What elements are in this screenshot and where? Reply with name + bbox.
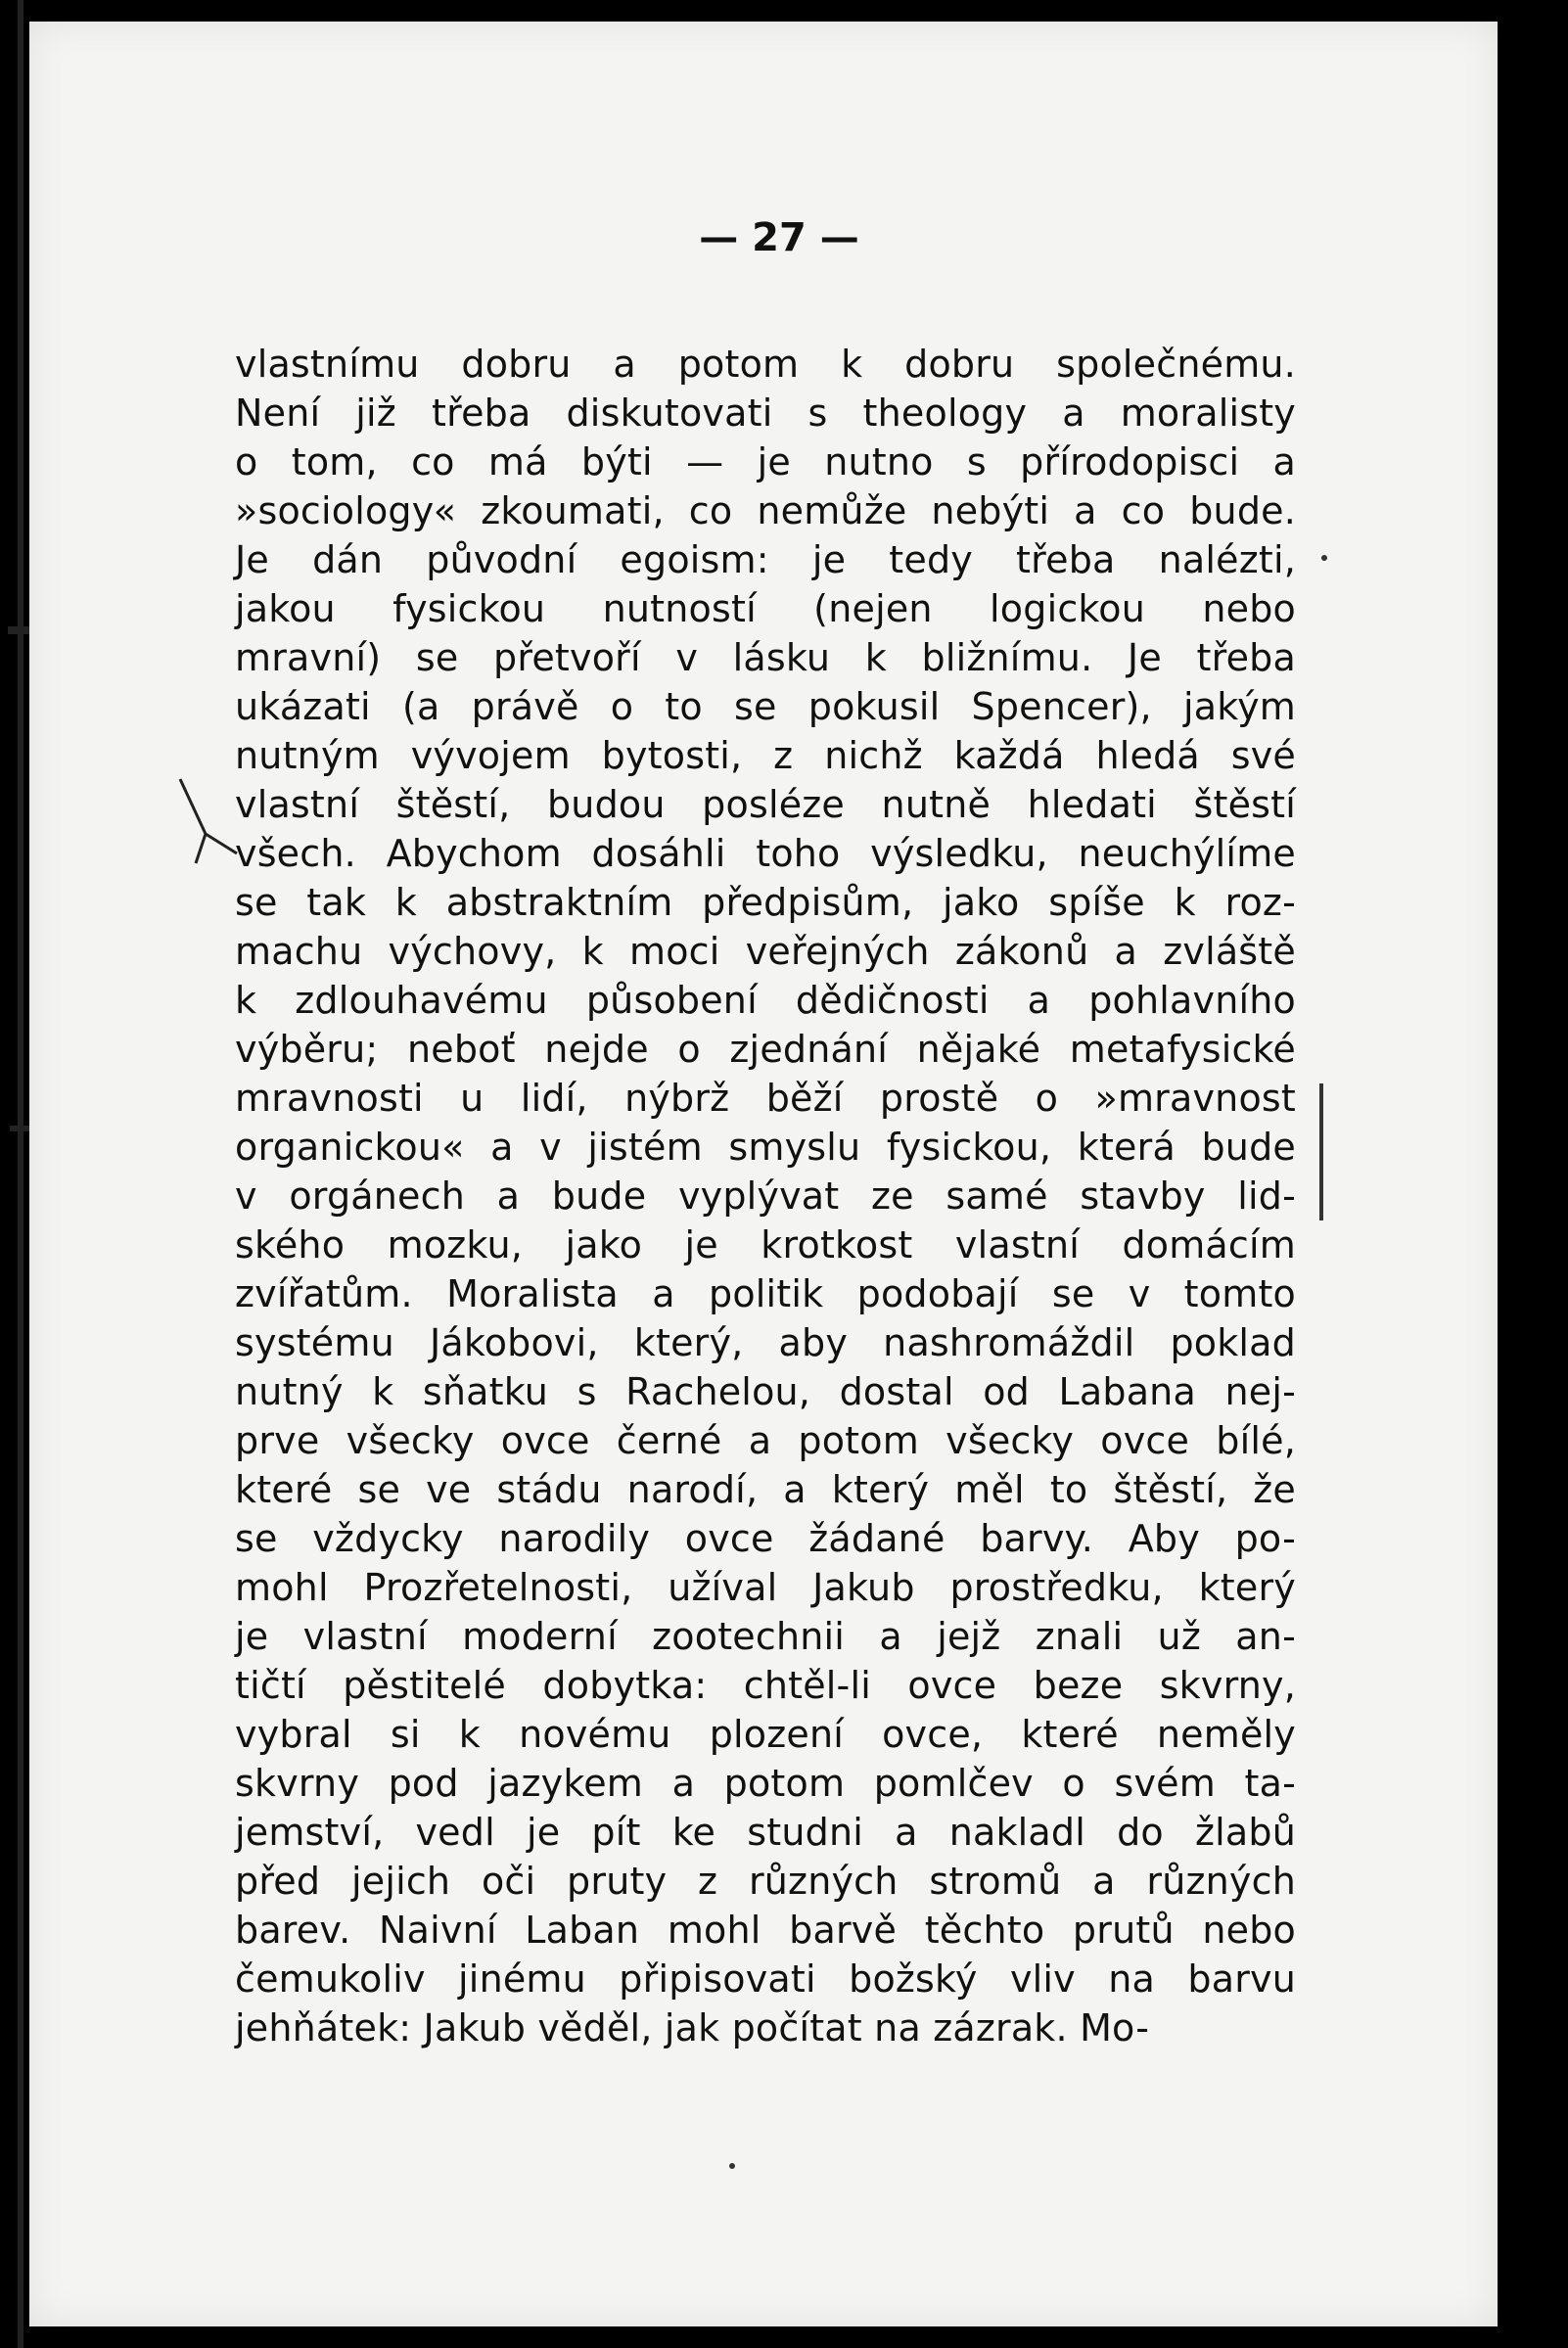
text-line: tičtí pěstitelé dobytka: chtěl-li ovce beze skvrny, bbox=[235, 1664, 1296, 1707]
text-line: »sociology« zkoumati, co nemůže nebýti a co bude. bbox=[235, 489, 1296, 532]
book-page bbox=[29, 22, 1498, 2326]
text-line: mravní) se přetvoří v lásku k bližnímu. Je třeba bbox=[235, 636, 1296, 679]
text-line: o tom, co má býti — je nutno s přírodopisci a bbox=[235, 440, 1296, 483]
text-line: se vždycky narodily ovce žádané barvy. Aby po- bbox=[235, 1517, 1296, 1560]
text-line: se tak k abstraktním předpisům, jako spíše k roz- bbox=[235, 881, 1296, 924]
dust-speck bbox=[1321, 555, 1327, 561]
text-line: mravnosti u lidí, nýbrž běží prostě o »mravnost bbox=[235, 1077, 1296, 1120]
text-line: barev. Naivní Laban mohl barvě těchto prutů nebo bbox=[235, 1909, 1296, 1952]
text-line: nutný k sňatku s Rachelou, dostal od Labana nej- bbox=[235, 1370, 1296, 1413]
text-line: nutným vývojem bytosti, z nichž každá hledá své bbox=[235, 734, 1296, 777]
text-line: všech. Abychom dosáhli toho výsledku, neuchýlíme bbox=[235, 832, 1296, 875]
text-line: mohl Prozřetelnosti, užíval Jakub prostředku, který bbox=[235, 1566, 1296, 1609]
text-line: čemukoliv jinému připisovati božský vliv na barvu bbox=[235, 1957, 1296, 2001]
text-line: Je dán původní egoism: je tedy třeba nalézti, bbox=[235, 538, 1296, 581]
text-line: jemství, vedl je pít ke studni a nakladl do žlabů bbox=[235, 1811, 1296, 1854]
text-line: zvířatům. Moralista a politik podobají se v tomto bbox=[235, 1272, 1296, 1315]
text-line: vlastní štěstí, budou posléze nutně hledati štěstí bbox=[235, 783, 1296, 826]
text-line: v orgánech a bude vyplývat ze samé stavby lid- bbox=[235, 1174, 1296, 1218]
text-line: systému Jákobovi, který, aby nashromáždil poklad bbox=[235, 1321, 1296, 1364]
body-text bbox=[235, 340, 1296, 2052]
text-line: Není již třeba diskutovati s theology a moralisty bbox=[235, 391, 1296, 435]
page-number: — 27 — bbox=[699, 215, 859, 260]
text-line: je vlastní moderní zootechnii a jejž znali už an- bbox=[235, 1615, 1296, 1658]
text-line: prve všecky ovce černé a potom všecky ovce bílé, bbox=[235, 1419, 1296, 1462]
text-line: výběru; neboť nejde o zjednání nějaké metafysické bbox=[235, 1028, 1296, 1071]
text-line: které se ve stádu narodí, a který měl to štěstí, že bbox=[235, 1468, 1296, 1511]
pencil-check-mark-icon bbox=[176, 775, 245, 873]
text-line: organickou« a v jistém smyslu fysickou, která bude bbox=[235, 1126, 1296, 1169]
text-line: před jejich oči pruty z různých stromů a různých bbox=[235, 1860, 1296, 1903]
text-line: k zdlouhavému působení dědičnosti a pohlavního bbox=[235, 979, 1296, 1022]
pencil-margin-line bbox=[1319, 1083, 1323, 1220]
dust-speck bbox=[729, 2163, 735, 2169]
binding-edge-mark bbox=[18, 0, 23, 2348]
text-line: ukázati (a právě o to se pokusil Spencer), jakým bbox=[235, 685, 1296, 728]
text-line: vlastnímu dobru a potom k dobru společnému. bbox=[235, 343, 1296, 386]
text-line: jakou fysickou nutností (nejen logickou nebo bbox=[235, 587, 1296, 630]
text-line: jehňátek: Jakub věděl, jak počítat na zázrak. Mo- bbox=[235, 2006, 1150, 2049]
text-line: machu výchovy, k moci veřejných zákonů a zvláště bbox=[235, 930, 1296, 973]
text-line: ského mozku, jako je krotkost vlastní domácím bbox=[235, 1223, 1296, 1266]
text-line: skvrny pod jazykem a potom pomlčev o svém ta- bbox=[235, 1762, 1296, 1805]
text-line: vybral si k novému plození ovce, které neměly bbox=[235, 1713, 1296, 1756]
